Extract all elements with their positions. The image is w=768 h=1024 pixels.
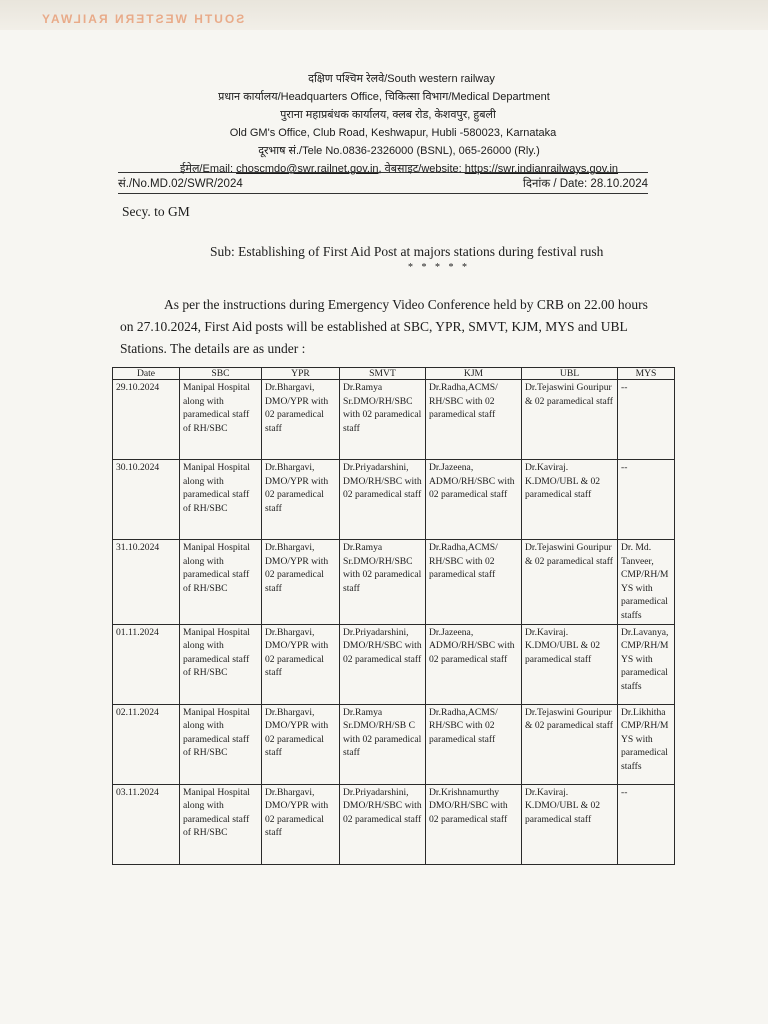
cell-sbc: Manipal Hospital along with paramedical staff of RH/SBC: [180, 784, 262, 864]
cell-sbc: Manipal Hospital along with paramedical staff of RH/SBC: [180, 460, 262, 540]
letterhead-line-office: प्रधान कार्यालय/Headquarters Office, चिकित्सा विभाग/Medical Department: [218, 91, 550, 103]
cell-date: 02.11.2024: [113, 704, 180, 784]
cell-ypr: Dr.Bhargavi, DMO/YPR with 02 paramedical staff: [262, 624, 340, 704]
table-header-row: [113, 368, 675, 380]
reference-row: [118, 172, 648, 194]
table-row: [113, 784, 675, 864]
website-label: , वेबसाइट/website:: [378, 163, 465, 175]
cell-date: 31.10.2024: [113, 540, 180, 625]
column-header-ubl: UBL: [522, 368, 618, 380]
table-row: [113, 460, 675, 540]
cell-ubl: Dr.Tejaswini Gouripur & 02 paramedical staff: [522, 540, 618, 625]
cell-sbc: Manipal Hospital along with paramedical staff of RH/SBC: [180, 704, 262, 784]
cell-kjm: Dr.Radha,ACMS/ RH/SBC with 02 paramedical staff: [426, 704, 522, 784]
cell-ubl: Dr.Kaviraj. K.DMO/UBL & 02 paramedical staff: [522, 784, 618, 864]
cell-smvt: Dr.Ramya Sr.DMO/RH/SB C with 02 paramedical staff: [340, 704, 426, 784]
cell-ubl: Dr.Tejaswini Gouripur & 02 paramedical staff: [522, 704, 618, 784]
table-row: [113, 704, 675, 784]
column-header-smvt: SMVT: [340, 368, 426, 380]
cell-smvt: Dr.Priyadarshini, DMO/RH/SBC with 02 paramedical staff: [340, 624, 426, 704]
cell-sbc: Manipal Hospital along with paramedical staff of RH/SBC: [180, 540, 262, 625]
column-header-sbc: SBC: [180, 368, 262, 380]
cell-kjm: Dr.Radha,ACMS/ RH/SBC with 02 paramedical staff: [426, 540, 522, 625]
letterhead: [0, 70, 768, 178]
cell-smvt: Dr.Priyadarshini, DMO/RH/SBC with 02 paramedical staff: [340, 460, 426, 540]
cell-date: 01.11.2024: [113, 624, 180, 704]
cell-date: 30.10.2024: [113, 460, 180, 540]
table-row: [113, 540, 675, 625]
letterhead-line-address: Old GM's Office, Club Road, Keshwapur, Hubli -580023, Karnataka: [229, 127, 557, 139]
cell-ubl: Dr.Kaviraj. K.DMO/UBL & 02 paramedical staff: [522, 624, 618, 704]
column-header-date: Date: [113, 368, 180, 380]
cell-date: 29.10.2024: [113, 380, 180, 460]
cell-ubl: Dr.Kaviraj. K.DMO/UBL & 02 paramedical staff: [522, 460, 618, 540]
cell-kjm: Dr.Radha,ACMS/ RH/SBC with 02 paramedical staff: [426, 380, 522, 460]
body-paragraph: As per the instructions during Emergency Video Conference held by CRB on 22.00 hours on 27.10.2024, First Aid posts will be established at SBC, YPR, SMVT, KJM, MYS and UBL Stations. The details are as under :: [120, 297, 648, 356]
letterhead-line-hindi-address: पुराना महाप्रबंधक कार्यालय, क्लब रोड, केशवपुर, हुबली: [280, 109, 496, 121]
cell-date: 03.11.2024: [113, 784, 180, 864]
cell-smvt: Dr.Ramya Sr.DMO/RH/SBC with 02 paramedical staff: [340, 540, 426, 625]
column-header-kjm: KJM: [426, 368, 522, 380]
cell-smvt: Dr.Ramya Sr.DMO/RH/SBC with 02 paramedical staff: [340, 380, 426, 460]
email-label: ईमेल/Email:: [179, 163, 237, 175]
cell-mys: Dr.Lavanya, CMP/RH/MYS with paramedical staffs: [618, 624, 675, 704]
cell-mys: Dr.Likhitha CMP/RH/MYS with paramedical staffs: [618, 704, 675, 784]
reference-date: दिनांक / Date: 28.10.2024: [522, 178, 648, 190]
cell-ubl: Dr.Tejaswini Gouripur & 02 paramedical staff: [522, 380, 618, 460]
cell-kjm: Dr.Jazeena, ADMO/RH/SBC with 02 paramedical staff: [426, 624, 522, 704]
table-row: [113, 380, 675, 460]
cell-mys: --: [618, 460, 675, 540]
addressee: Secy. to GM: [122, 204, 190, 219]
cell-mys: --: [618, 784, 675, 864]
cell-kjm: Dr.Jazeena, ADMO/RH/SBC with 02 paramedical staff: [426, 460, 522, 540]
letterhead-line-phone: दूरभाष सं./Tele No.0836-2326000 (BSNL), 065-26000 (Rly.): [258, 145, 540, 157]
cell-ypr: Dr.Bhargavi, DMO/YPR with 02 paramedical staff: [262, 704, 340, 784]
separator-stars: * * * * *: [408, 262, 470, 273]
cell-sbc: Manipal Hospital along with paramedical staff of RH/SBC: [180, 380, 262, 460]
table-row: [113, 624, 675, 704]
cell-ypr: Dr.Bhargavi, DMO/YPR with 02 paramedical staff: [262, 460, 340, 540]
subject-line: Sub: Establishing of First Aid Post at majors stations during festival rush: [210, 244, 604, 259]
cell-sbc: Manipal Hospital along with paramedical staff of RH/SBC: [180, 624, 262, 704]
cell-mys: --: [618, 380, 675, 460]
cell-mys: Dr. Md. Tanveer, CMP/RH/MYS with paramedical staffs: [618, 540, 675, 625]
website-link[interactable]: https://swr.indianrailways.gov.in: [464, 163, 619, 175]
cell-ypr: Dr.Bhargavi, DMO/YPR with 02 paramedical staff: [262, 784, 340, 864]
cell-ypr: Dr.Bhargavi, DMO/YPR with 02 paramedical staff: [262, 380, 340, 460]
railway-stamp: SOUTH WESTERN RAILWAY: [40, 12, 245, 26]
column-header-mys: MYS: [618, 368, 675, 380]
first-aid-schedule-table: [112, 367, 675, 865]
cell-smvt: Dr.Priyadarshini, DMO/RH/SBC with 02 paramedical staff: [340, 784, 426, 864]
email-link[interactable]: choscmdo@swr.railnet.gov.in: [236, 163, 379, 175]
cell-kjm: Dr.Krishnamurthy DMO/RH/SBC with 02 paramedical staff: [426, 784, 522, 864]
letterhead-line-railway: दक्षिण पश्चिम रेलवे/South western railway: [308, 73, 495, 85]
reference-number: सं./No.MD.02/SWR/2024: [118, 178, 243, 190]
cell-ypr: Dr.Bhargavi, DMO/YPR with 02 paramedical staff: [262, 540, 340, 625]
column-header-ypr: YPR: [262, 368, 340, 380]
